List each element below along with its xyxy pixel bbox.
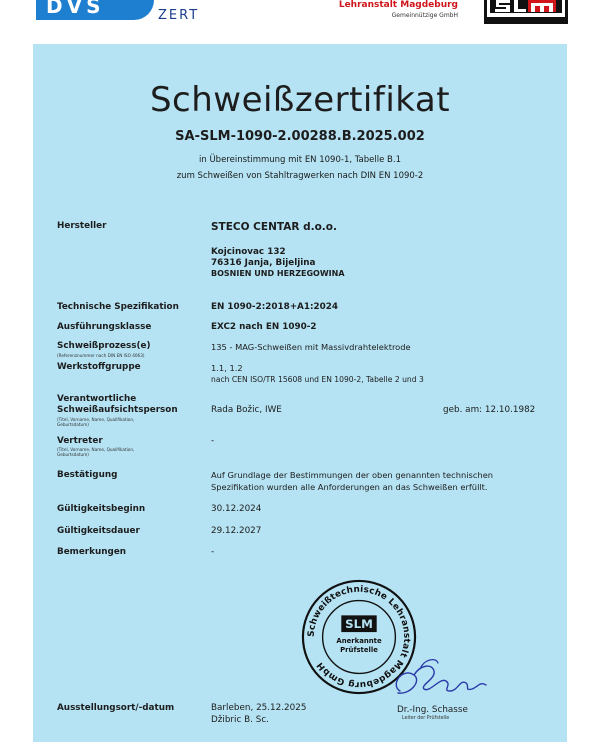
manufacturer-street: Kojcinovac 132 [211,247,286,257]
certificate-number: SA-SLM-1090-2.00288.B.2025.002 [175,129,425,144]
label-dauer: Gültigkeitsdauer [57,526,140,536]
value-werkstoff: 1.1, 1.2 [211,363,243,373]
dvs-logo-suffix: ZERT [158,8,200,23]
note-prozess: (Referenznummer nach DIN EN ISO 4063) [57,353,145,358]
label-werkstoff: Werkstoffgruppe [57,362,141,372]
note-vertreter-2: Geburtsdatum) [57,452,89,457]
manufacturer-city: 76316 Janja, Bijeljina [211,258,316,268]
label-aufsicht-1: Verantwortliche [57,394,137,404]
conformity-line-2: zum Schweißen von Stahltragwerken nach DIN EN 1090-2 [176,171,424,181]
slm-header-text [258,0,458,20]
note-werkstoff: nach CEN ISO/TR 15608 und EN 1090-2, Tabelle 2 und 3 [211,375,424,384]
label-spezifikation: Technische Spezifikation [57,302,179,312]
value-aufsicht: Rada Božic, IWE [211,405,282,415]
slm-subtitle: Gemeinnützige GmbH [391,12,458,19]
note-vertreter-1: (Titel, Vorname, Name, Qualifikation, [57,447,135,452]
dvs-logo-letters: DVS [46,0,105,18]
note-aufsicht-2: Geburtsdatum) [57,422,89,427]
value-bemerkungen: - [211,547,215,557]
label-beginn: Gültigkeitsbeginn [57,504,146,514]
signatory-name: Dr.-Ing. Schasse [397,705,468,715]
handwritten-signature [380,655,500,705]
label-vertreter: Vertreter [57,436,103,446]
value-dauer: 29.12.2027 [211,526,262,536]
value-ausstellung-issuer: Džibric B. Sc. [211,715,269,725]
value-spezifikation: EN 1090-2:2018+A1:2024 [211,302,338,312]
label-aufsicht-2: Schweißaufsichtsperson [57,405,178,415]
note-aufsicht-1: (Titel, Vorname, Name, Qualifikation, [57,417,135,422]
label-klasse: Ausführungsklasse [57,322,152,332]
seal-center-line-1: Anerkannte [336,636,382,645]
value-aufsicht-birth: geb. am: 12.10.1982 [443,405,536,415]
bestaetigung-line-1: Auf Grundlage der Bestimmungen der oben genannten technischen [211,470,494,480]
dvs-zert-logo [32,0,202,26]
signatory-role: Leiter der Prüfstelle [402,716,450,721]
label-prozess: Schweißprozess(e) [57,341,151,351]
value-beginn: 30.12.2024 [211,504,262,514]
manufacturer-country: BOSNIEN UND HERZEGOWINA [211,269,345,278]
slm-name: Lehranstalt Magdeburg [338,0,458,10]
value-prozess: 135 - MAG-Schweißen mit Massivdrahtelektrode [211,342,411,352]
conformity-line-1: in Übereinstimmung mit EN 1090-1, Tabelle B.1 [199,155,401,165]
manufacturer-name: STECO CENTAR d.o.o. [211,221,337,233]
seal-center-logo: SLM [345,617,373,632]
value-ausstellung: Barleben, 25.12.2025 [211,703,307,713]
certificate-title: Schweißzertifikat [149,80,451,120]
slm-logo [484,0,568,24]
bestaetigung-line-2: Spezifikation wurden alle Anforderungen an das Schweißen erfüllt. [211,482,488,492]
value-vertreter: - [211,436,215,446]
value-klasse: EXC2 nach EN 1090-2 [211,322,317,332]
seal-center-line-2: Prüfstelle [340,645,378,654]
label-bemerkungen: Bemerkungen [57,547,127,557]
label-bestaetigung: Bestätigung [57,470,118,480]
seal-ring-text: Schweißtechnische Lehranstalt Magdeburg GmbH [306,584,412,690]
label-ausstellung: Ausstellungsort/-datum [57,703,175,713]
label-hersteller: Hersteller [57,221,107,231]
